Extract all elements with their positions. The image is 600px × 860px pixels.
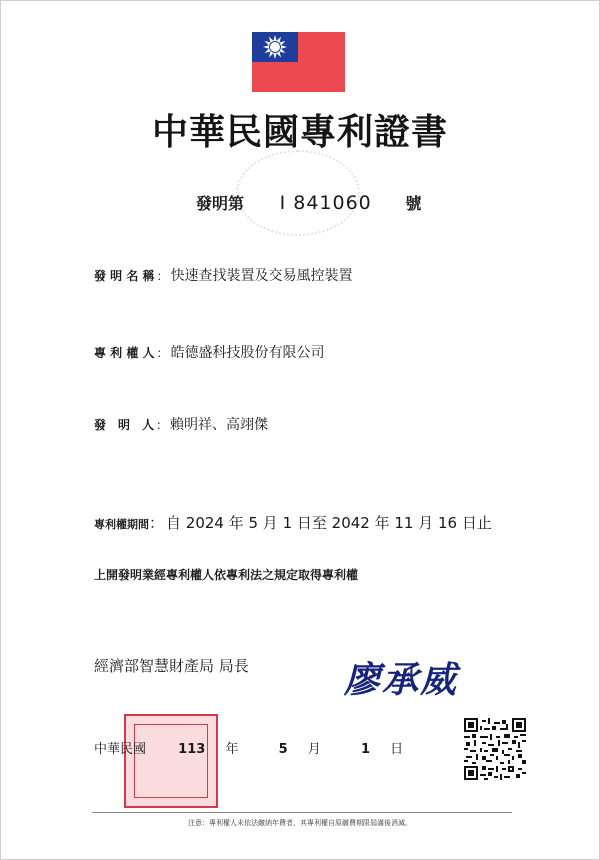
date-month: 5: [278, 742, 288, 757]
date-year: 113: [178, 742, 206, 757]
seal-inner-border: [134, 724, 208, 798]
date-month-unit: 月: [307, 742, 321, 757]
patent-number: I 841060: [279, 192, 372, 214]
issue-date: [94, 738, 439, 757]
flag-canton: [252, 32, 298, 62]
field-label: 發 明 人: [94, 418, 155, 432]
field-value: 皓德盛科技股份有限公司: [170, 345, 325, 361]
date-era: 中華民國: [94, 742, 147, 757]
director-signature: 廖承威: [344, 659, 459, 701]
grant-statement: 上開發明業經專利權人依專利法之規定取得專利權: [94, 568, 359, 582]
term-value: 自 2024 年 5 月 1 日至 2042 年 11 月 16 日止: [166, 514, 492, 532]
patent-number-row: [196, 191, 421, 214]
patent-term: 專利權期間： 自 2024 年 5 月 1 日至 2042 年 11 月 16 日止: [94, 514, 492, 532]
term-label: 專利權期間: [94, 518, 149, 531]
footer-note: 注意：專利權人未依法繳納年費者，其專利權自原繳費期限屆滿後消滅。: [188, 819, 412, 827]
authority-title: 經濟部智慧財產局 局長: [94, 657, 249, 675]
date-year-unit: 年: [225, 742, 239, 757]
date-day: 1: [360, 742, 370, 757]
field-patentee: 專 利 權 人 ： 皓德盛科技股份有限公司: [94, 342, 325, 362]
patent-number-suffix: 號: [405, 194, 422, 213]
field-label: 發 明 名 稱: [94, 269, 155, 283]
national-flag-icon: [252, 32, 345, 92]
footer-divider: [92, 812, 512, 813]
field-value: 快速查找裝置及交易風控裝置: [170, 268, 353, 284]
field-label: 專 利 權 人: [94, 346, 155, 360]
qr-code-icon: [464, 718, 526, 780]
field-value: 賴明祥、高翊傑: [170, 417, 269, 433]
field-invention-title: 發 明 名 稱 ： 快速查找裝置及交易風控裝置: [94, 265, 353, 285]
qr-code-graphic: [464, 718, 526, 780]
field-inventors: 發 明 人 ： 賴明祥、高翊傑: [94, 414, 268, 434]
patent-number-label: 發明第: [196, 194, 245, 213]
white-sun-icon: [252, 32, 298, 62]
date-day-unit: 日: [390, 742, 404, 757]
certificate-title: 中華民國專利證書: [151, 111, 448, 153]
official-seal-stamp: [124, 714, 218, 808]
